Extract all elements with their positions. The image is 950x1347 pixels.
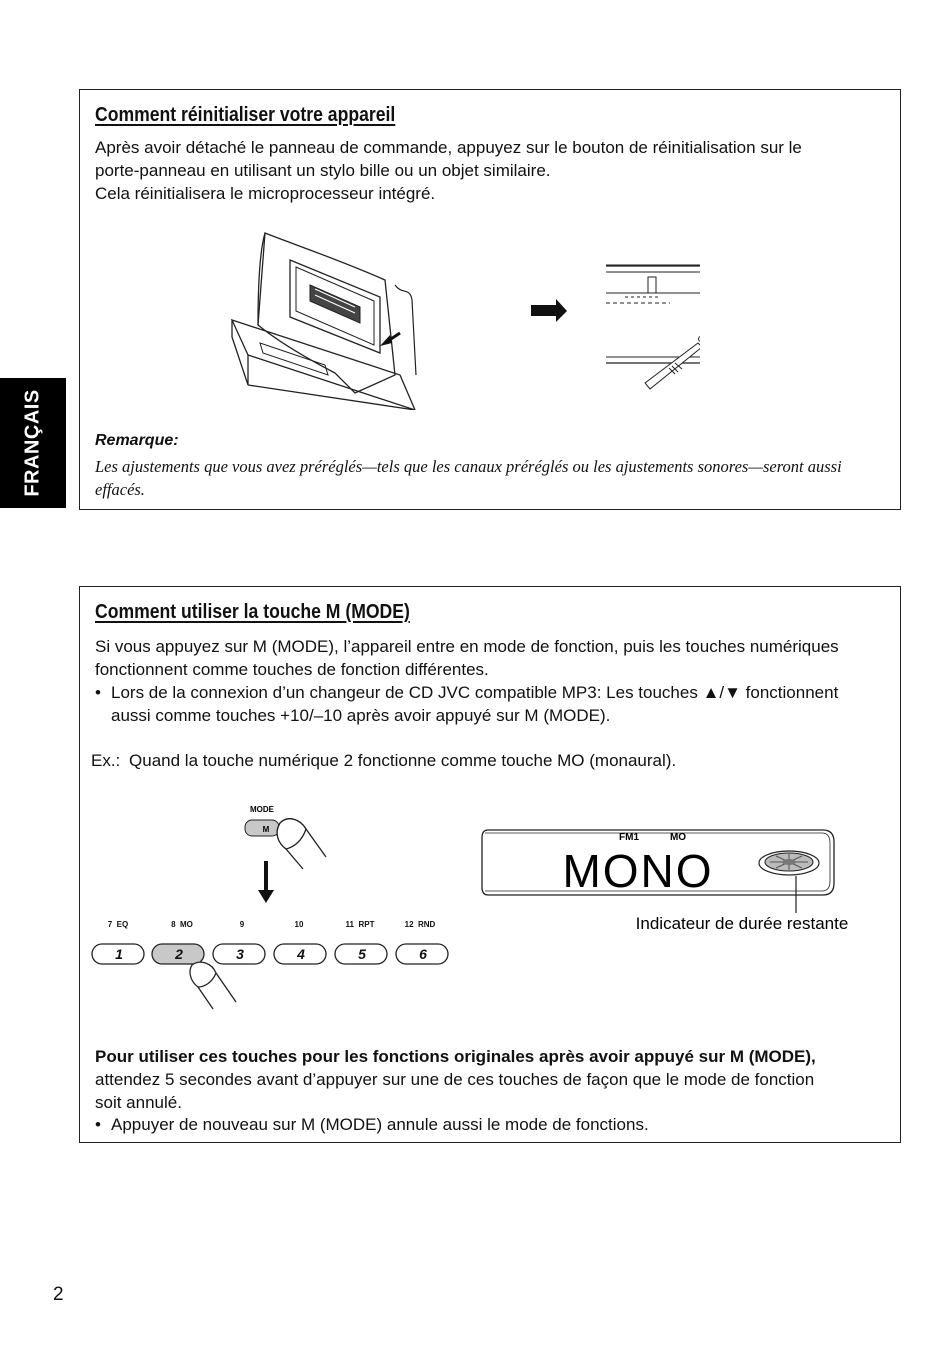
- note-text: Les ajustements que vous avez préréglés—tels que les canaux préréglés ou les ajustements sonores—seront aussi effacés.: [95, 457, 842, 499]
- mode-key-text: M: [262, 825, 270, 834]
- down-arrow-icon: [258, 890, 274, 903]
- key-function-3: 9: [239, 920, 245, 929]
- mode-bullet-1-line-2: aussi comme touches +10/–10 après avoir appuyé sur M (MODE).: [111, 706, 611, 725]
- example: [91, 749, 676, 772]
- example-text: Quand la touche numérique 2 fonctionne comme touche MO (monaural).: [129, 751, 677, 770]
- key-3-label: 3: [236, 946, 244, 962]
- key-4-label: 4: [297, 946, 305, 962]
- note-title: Remarque:: [95, 432, 179, 449]
- closing-line-2: soit annulé.: [95, 1093, 182, 1112]
- display-text: MONO: [562, 845, 714, 897]
- closing-line-1: attendez 5 secondes avant d’appuyer sur une de ces touches de façon que le mode de fonction: [95, 1070, 815, 1089]
- display-indicator-mo: MO: [669, 832, 687, 843]
- reset-body-line-2: porte-panneau en utilisant un stylo bille ou un objet similaire.: [95, 161, 551, 180]
- page-number: 2: [53, 1284, 64, 1305]
- key-function-5: 11 RPT: [345, 920, 375, 929]
- mode-intro-line-2: fonctionnent comme touches de fonction différentes.: [95, 660, 489, 679]
- reset-title: Comment réinitialiser votre appareil: [95, 104, 396, 126]
- example-label: Ex.:: [91, 751, 121, 770]
- remaining-time-callout: Indicateur de durée restante: [635, 914, 848, 933]
- display-indicator-fm1: FM1: [619, 832, 639, 843]
- mode-intro: [95, 635, 839, 681]
- mode-section: Comment utiliser la touche M (MODE) Si vous appuyez sur M (MODE), l’appareil entre en mode de fonction, puis les touches numériques fonctionnent comme touches de fonction différentes. • Lors de la connexion d’un changeur de CD JVC compatible MP3: Les touches ▲/▼ fonctionnent aussi comme touches +10/–10 après avoir appuyé sur M (MODE). Ex.: Quand la touche numérique 2 fonctionne comme touche MO (monaural). MODE M 7 EQ 8 MO 9 10 11 RPT 12 RND 1 2 3 4 5 6 FM1 MO MONO Indicateur de durée restante Pour utiliser ces touches pour les fonctions originales après avoir appuyé sur M (MODE), attendez 5 secondes avant d’appuyer sur une de ces touches de façon que le mode de fonction soit annulé. • Appuyer de nouveau sur M (MODE) annule aussi le mode de fonctions.: [79, 586, 901, 1143]
- reset-illustration: [220, 225, 700, 410]
- key-5-label: 5: [358, 946, 366, 962]
- mode-title: Comment utiliser la touche M (MODE): [95, 601, 410, 623]
- reset-section: [79, 89, 901, 510]
- key-6-label: 6: [419, 946, 427, 962]
- mode-bullet-1-line-1: Lors de la connexion d’un changeur de CD JVC compatible MP3: Les touches ▲/▼ fonctionnent: [111, 683, 839, 702]
- reset-body-line-1: Après avoir détaché le panneau de commande, appuyez sur le bouton de réinitialisation sur le: [95, 138, 802, 157]
- closing-bold: Pour utiliser ces touches pour les fonctions originales après avoir appuyé sur M (MODE),: [95, 1047, 816, 1066]
- key-function-4: 10: [294, 920, 304, 929]
- key-function-2: 8 MO: [171, 920, 193, 929]
- mode-key-label: MODE: [250, 805, 274, 814]
- mode-bullet-2-text: Appuyer de nouveau sur M (MODE) annule aussi le mode de fonctions.: [111, 1115, 649, 1134]
- key-2-label: 2: [175, 946, 183, 962]
- key-function-6: 12 RND: [404, 920, 436, 929]
- reset-body-line-3: Cela réinitialisera le microprocesseur intégré.: [95, 184, 436, 203]
- language-tab: [0, 378, 66, 508]
- closing: [95, 1045, 816, 1114]
- key-1-label: 1: [115, 946, 123, 962]
- key-function-1: 7 EQ: [107, 920, 129, 929]
- finger-press-icon: [190, 962, 216, 987]
- mode-illustration: [88, 797, 848, 1012]
- mode-intro-line-1: Si vous appuyez sur M (MODE), l’appareil entre en mode de fonction, puis les touches numériques: [95, 637, 839, 656]
- reset-body: [95, 136, 802, 205]
- language-tab-label: FRANÇAIS: [21, 389, 44, 497]
